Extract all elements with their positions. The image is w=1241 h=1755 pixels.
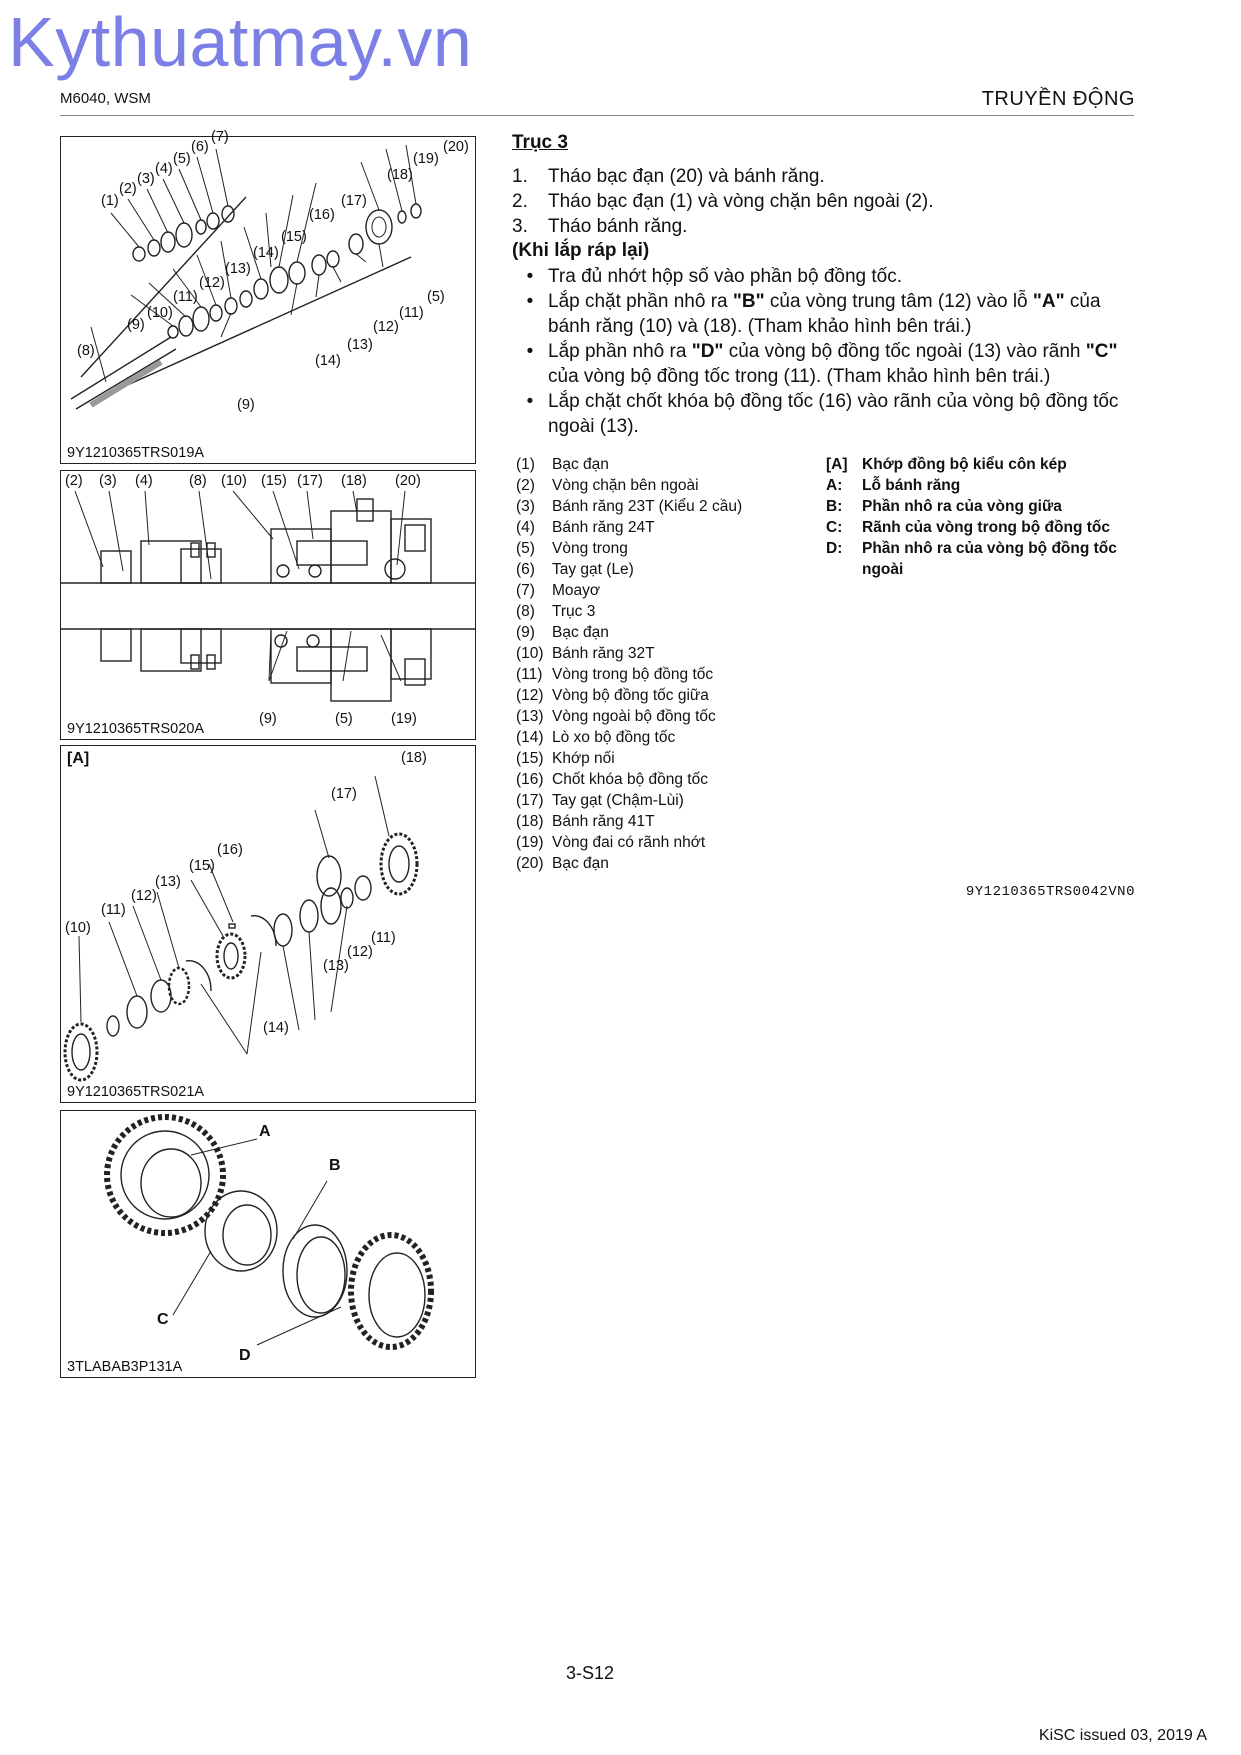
legend-key: [A]	[826, 456, 848, 473]
callout-9: (9)	[127, 317, 145, 333]
legend-item	[826, 538, 1136, 580]
header-model: M6040, WSM	[60, 90, 151, 107]
callout-11b: (11)	[399, 305, 424, 321]
note-item: • Tra đủ nhớt hộp số vào phần bộ đồng tốc.	[526, 266, 903, 287]
callout-17: (17)	[331, 786, 357, 802]
callout-17: (17)	[297, 473, 323, 489]
part-text: Bánh răng 32T	[552, 645, 655, 662]
part-text: Trục 3	[552, 603, 596, 620]
callout-20: (20)	[395, 473, 421, 489]
callout-5b: (5)	[427, 289, 445, 305]
part-key: (12)	[516, 687, 544, 704]
section-title: Trục 3	[512, 132, 568, 153]
callout-14: (14)	[263, 1020, 289, 1036]
part-item	[516, 496, 816, 517]
callout-5: (5)	[335, 711, 353, 727]
part-key: (13)	[516, 708, 544, 725]
callout-10: (10)	[147, 305, 173, 321]
callout-14b: (14)	[315, 353, 341, 369]
callout-15: (15)	[189, 858, 215, 874]
callout-13: (13)	[225, 261, 251, 277]
part-key: (4)	[516, 519, 535, 536]
part-item	[516, 706, 816, 727]
step-text: Tháo bánh răng.	[548, 216, 688, 237]
callout-18: (18)	[341, 473, 367, 489]
figure-code: 9Y1210365TRS019A	[67, 445, 205, 461]
step-text: Tháo bạc đạn (1) và vòng chặn bên ngoài (2).	[548, 191, 934, 212]
part-key: (11)	[516, 666, 543, 683]
part-item	[516, 538, 816, 559]
legend-key: B:	[826, 498, 843, 515]
legend-text: Phần nhô ra của vòng bộ đồng tốc ngoài	[862, 540, 1117, 578]
step-item	[512, 164, 1142, 189]
part-item	[516, 853, 816, 874]
figure-cross-section	[60, 470, 476, 740]
callout-11: (11)	[173, 289, 198, 305]
legend-text: Khớp đồng bộ kiểu côn kép	[862, 456, 1067, 473]
callout-9b: (9)	[237, 397, 255, 413]
step-number: 2.	[512, 191, 528, 212]
callout-1: (1)	[101, 193, 119, 209]
part-key: (15)	[516, 750, 544, 767]
callout-10: (10)	[65, 920, 91, 936]
callout-16: (16)	[217, 842, 243, 858]
callout-20: (20)	[443, 139, 469, 155]
part-key: (19)	[516, 834, 544, 851]
part-item	[516, 832, 816, 853]
callout-6: (6)	[191, 139, 209, 155]
part-text: Chốt khóa bộ đồng tốc	[552, 771, 708, 788]
part-key: (16)	[516, 771, 544, 788]
callout-12: (12)	[131, 888, 157, 904]
step-text: Tháo bạc đạn (20) và bánh răng.	[548, 166, 825, 187]
part-key: (18)	[516, 813, 544, 830]
parts-list	[516, 454, 816, 874]
callout-12b: (12)	[373, 319, 399, 335]
callout-14: (14)	[253, 245, 279, 261]
step-number: 1.	[512, 166, 528, 187]
label-d: D	[239, 1347, 251, 1364]
part-text: Vòng đai có rãnh nhớt	[552, 834, 706, 851]
part-item	[516, 559, 816, 580]
label-b: B	[329, 1157, 341, 1174]
callout-10: (10)	[221, 473, 247, 489]
note-item: • Lắp phần nhô ra "D" của vòng bộ đồng tốc ngoài (13) vào rãnh "C" của vòng bộ đồng tốc trong (11). (Tham khảo hình bên trái.)	[526, 341, 1118, 387]
step-item	[512, 214, 1142, 239]
part-key: (3)	[516, 498, 535, 515]
part-text: Bánh răng 23T (Kiểu 2 cầu)	[552, 498, 743, 515]
part-item	[516, 748, 816, 769]
callout-18: (18)	[401, 750, 427, 766]
part-text: Bạc đạn	[552, 456, 609, 473]
cross-section-drawing	[61, 471, 475, 739]
part-key: (10)	[516, 645, 544, 662]
header-section: TRUYỀN ĐỘNG	[981, 88, 1135, 110]
part-item	[516, 517, 816, 538]
callout-12: (12)	[199, 275, 225, 291]
legend-text: Rãnh của vòng trong bộ đồng tốc	[862, 519, 1110, 536]
part-text: Vòng trong	[552, 540, 628, 557]
callout-8: (8)	[77, 343, 95, 359]
part-text: Vòng trong bộ đồng tốc	[552, 666, 714, 683]
part-key: (6)	[516, 561, 535, 578]
part-key: (17)	[516, 792, 544, 809]
legend-item	[826, 517, 1136, 538]
legend-text: Phần nhô ra của vòng giữa	[862, 498, 1062, 515]
gear-detail-drawing	[61, 1111, 475, 1377]
part-item	[516, 727, 816, 748]
part-text: Bạc đạn	[552, 624, 609, 641]
figure-code: 9Y1210365TRS020A	[67, 721, 205, 737]
part-item	[516, 475, 816, 496]
part-key: (2)	[516, 477, 535, 494]
callout-2: (2)	[65, 473, 83, 489]
legend-key: C:	[826, 519, 843, 536]
callout-15: (15)	[281, 229, 307, 245]
synchronizer-drawing	[61, 746, 475, 1102]
label-c: C	[157, 1311, 169, 1328]
part-item	[516, 454, 816, 475]
note-item: • Lắp chặt chốt khóa bộ đồng tốc (16) vào rãnh của vòng bộ đồng tốc ngoài (13).	[526, 391, 1119, 437]
callout-11: (11)	[101, 902, 126, 918]
callout-17: (17)	[341, 193, 367, 209]
part-item	[516, 685, 816, 706]
part-text: Lò xo bộ đồng tốc	[552, 729, 676, 746]
legend-item	[826, 475, 1136, 496]
callout-19: (19)	[391, 711, 417, 727]
part-text: Bạc đạn	[552, 855, 609, 872]
part-text: Vòng bộ đồng tốc giữa	[552, 687, 709, 704]
callout-4: (4)	[155, 161, 173, 177]
part-key: (9)	[516, 624, 535, 641]
part-key: (7)	[516, 582, 535, 599]
header-rule	[60, 115, 1134, 116]
part-item	[516, 622, 816, 643]
step-item	[512, 189, 1142, 214]
part-item	[516, 790, 816, 811]
callout-2: (2)	[119, 181, 137, 197]
callout-8: (8)	[189, 473, 207, 489]
part-key: (20)	[516, 855, 544, 872]
part-item	[516, 811, 816, 832]
document-code: 9Y1210365TRS0042VN0	[965, 884, 1135, 900]
callout-19: (19)	[413, 151, 439, 167]
part-key: (8)	[516, 603, 535, 620]
part-text: Tay gạt (Le)	[552, 561, 634, 578]
part-key: (5)	[516, 540, 535, 557]
figure-synchronizer	[60, 745, 476, 1103]
figure-code: 3TLABAB3P131A	[67, 1359, 183, 1375]
callout-7: (7)	[211, 129, 229, 145]
part-item	[516, 664, 816, 685]
reassembly-heading: (Khi lắp ráp lại)	[512, 240, 650, 261]
callout-15: (15)	[261, 473, 287, 489]
part-text: Vòng chặn bên ngoài	[552, 477, 699, 494]
callout-12b: (12)	[347, 944, 373, 960]
part-key: (14)	[516, 729, 544, 746]
legend-item	[826, 496, 1136, 517]
part-item	[516, 769, 816, 790]
issued-note: KiSC issued 03, 2019 A	[1038, 1727, 1207, 1744]
note-item: • Lắp chặt phần nhô ra "B" của vòng trung tâm (12) vào lỗ "A" của bánh răng (10) và (18). (Tham khảo hình bên trái.)	[526, 291, 1101, 337]
callout-13b: (13)	[347, 337, 373, 353]
callout-13: (13)	[155, 874, 181, 890]
part-text: Tay gạt (Chậm-Lùi)	[552, 792, 684, 809]
callout-11b: (11)	[371, 930, 396, 946]
callout-13b: (13)	[323, 958, 349, 974]
legend-key: A:	[826, 477, 843, 494]
callout-16: (16)	[309, 207, 335, 223]
step-number: 3.	[512, 216, 528, 237]
part-text: Moayơ	[552, 582, 601, 599]
part-item	[516, 601, 816, 622]
reassembly-notes	[512, 264, 1142, 439]
figure-exploded-shaft	[60, 129, 476, 464]
page-number: 3-S12	[566, 1663, 615, 1683]
legend-key: D:	[826, 540, 843, 557]
callout-18: (18)	[387, 167, 413, 183]
part-key: (1)	[516, 456, 535, 473]
callout-3: (3)	[99, 473, 117, 489]
disassembly-steps	[512, 164, 1142, 239]
part-item	[516, 643, 816, 664]
callout-4: (4)	[135, 473, 153, 489]
part-text: Vòng ngoài bộ đồng tốc	[552, 708, 716, 725]
legend-list	[826, 454, 1136, 580]
part-text: Khớp nối	[552, 750, 615, 767]
figure-code: 9Y1210365TRS021A	[67, 1084, 205, 1100]
part-item	[516, 580, 816, 601]
part-text: Bánh răng 24T	[552, 519, 655, 536]
figure-gear-detail	[60, 1110, 476, 1378]
legend-text: Lỗ bánh răng	[862, 477, 961, 494]
label-a: A	[259, 1123, 271, 1140]
part-text: Bánh răng 41T	[552, 813, 655, 830]
watermark: Kythuatmay.vn	[8, 3, 473, 81]
callout-3: (3)	[137, 171, 155, 187]
callout-5: (5)	[173, 151, 191, 167]
legend-item	[826, 454, 1136, 475]
figure-tag: [A]	[67, 750, 90, 767]
callout-9: (9)	[259, 711, 277, 727]
